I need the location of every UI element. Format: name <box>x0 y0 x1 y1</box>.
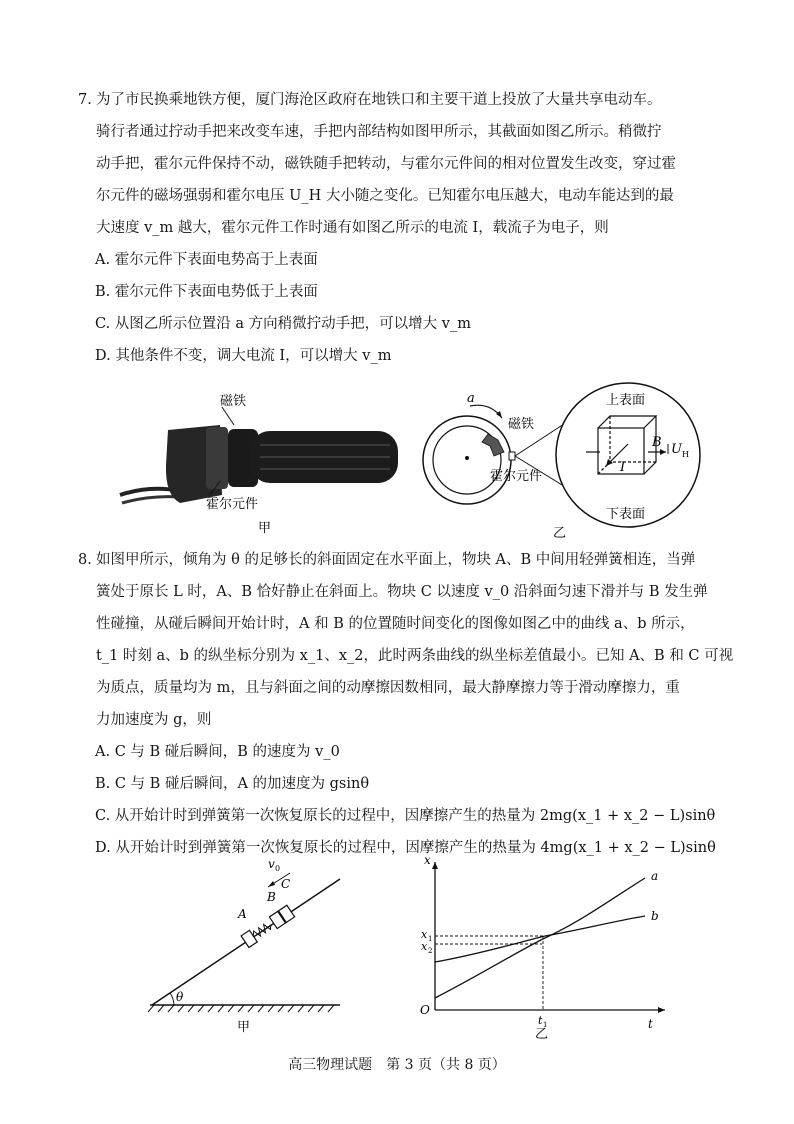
figure-8-jia-caption: 甲 <box>237 1020 251 1035</box>
question-8-number: 8. <box>78 552 92 568</box>
q8-line-2: 簧处于原长 L 时，A、B 恰好静止在斜面上。物块 C 以速度 v_0 沿斜面匀速下滑并与 B 发生弹 <box>96 584 708 600</box>
q8-option-a: A. C 与 B 碰后瞬间，B 的速度为 v_0 <box>95 744 340 760</box>
velocity-v0-subscript: 0 <box>275 864 281 873</box>
page-footer: 高三物理试题 第 3 页（共 8 页） <box>288 1057 506 1073</box>
curve-b <box>435 916 645 962</box>
q7-line-5: 大速度 v_m 越大，霍尔元件工作时通有如图乙所示的电流 I，载流子为电子，则 <box>96 220 609 236</box>
q8-option-c: C. 从开始计时到弹簧第一次恢复原长的过程中，因摩擦产生的热量为 2mg(x_1 + x_2 − L)sinθ <box>95 808 716 824</box>
x1-tick-label: x <box>421 928 428 941</box>
incline-angle-label: θ <box>176 990 184 1004</box>
q8-option-d: D. 从开始计时到弹簧第一次恢复原长的过程中，因摩擦产生的热量为 4mg(x_1 + x_2 − L)sinθ <box>95 840 716 856</box>
origin-o-label: O <box>420 1003 430 1017</box>
cross-section-figure <box>410 370 710 540</box>
magnet-label: 磁铁 <box>220 394 247 409</box>
q8-line-3: 性碰撞，从碰后瞬间开始计时，A 和 B 的位置随时间变化的图像如图乙中的曲线 a、b 所示， <box>96 616 695 632</box>
q8-line-5: 为质点，质量均为 m，且与斜面之间的动摩擦因数相同，最大静摩擦力等于滑动摩擦力，重 <box>96 680 680 696</box>
handlebar-figure <box>110 385 410 535</box>
q7-option-d: D. 其他条件不变，调大电流 I，可以增大 v_m <box>95 348 392 364</box>
x-axis-t-label: t <box>648 1017 653 1031</box>
q7-line-3: 动手把，霍尔元件保持不动，磁铁随手把转动，与霍尔元件间的相对位置发生改变，穿过霍 <box>96 156 676 172</box>
block-a <box>241 930 257 947</box>
velocity-v0-label: v <box>268 857 275 871</box>
q7-option-a: A. 霍尔元件下表面电势高于上表面 <box>95 252 318 268</box>
q7-line-2: 骑行者通过拧动手把来改变车速，手把内部结构如图甲所示，其截面如图乙所示。稍微拧 <box>96 124 662 140</box>
magnet-segment <box>482 434 504 456</box>
q8-line-6: 力加速度为 g，则 <box>96 712 212 728</box>
figure-7-jia-caption: 甲 <box>258 521 272 535</box>
block-a-label: A <box>238 907 247 921</box>
rotation-direction-a-label: a <box>467 391 475 406</box>
block-c-label: C <box>281 877 291 891</box>
curve-a <box>435 878 645 998</box>
t1-tick-subscript: 1 <box>543 1021 548 1029</box>
magnetic-field-b-label: B <box>652 435 662 450</box>
q8-line-4: t_1 时刻 a、b 的纵坐标分别为 x_1、x_2，此时两条曲线的纵坐标差值最小。已知 A、B 和 C 可视 <box>96 648 734 664</box>
hall-voltage-label: U <box>671 442 682 457</box>
y-axis-x-label: x <box>424 853 431 867</box>
figure-8-yi-caption: 乙 <box>535 1027 549 1040</box>
position-time-graph <box>410 850 680 1040</box>
question-7-number: 7. <box>78 92 92 108</box>
block-b-label: B <box>267 890 276 904</box>
x2-tick-subscript: 2 <box>428 947 433 955</box>
hall-element-label: 霍尔元件 <box>206 497 259 512</box>
q7-option-c: C. 从图乙所示位置沿 a 方向稍微拧动手把，可以增大 v_m <box>95 316 471 332</box>
q8-line-1: 如图甲所示，倾角为 θ 的足够长的斜面固定在水平面上，物块 A、B 中间用轻弹簧相连，当弹 <box>96 552 696 568</box>
hall-element-label-2: 霍尔元件 <box>490 469 543 484</box>
curve-b-label: b <box>651 909 659 923</box>
t1-tick-label: t <box>538 1014 543 1027</box>
incline-figure <box>140 855 380 1035</box>
top-surface-label: 上表面 <box>606 393 646 408</box>
magnet-label-2: 磁铁 <box>508 417 535 432</box>
q7-option-b: B. 霍尔元件下表面电势低于上表面 <box>95 284 318 300</box>
current-i-label: I <box>620 460 626 475</box>
figure-7-yi-caption: 乙 <box>553 526 567 540</box>
bottom-surface-label: 下表面 <box>606 507 646 522</box>
q7-line-4: 尔元件的磁场强弱和霍尔电压 U_H 大小随之变化。已知霍尔电压越大，电动车能达到的最 <box>96 188 674 204</box>
x1-tick-subscript: 1 <box>428 935 433 943</box>
hall-voltage-subscript: H <box>682 450 689 459</box>
q7-line-1: 为了市民换乘地铁方便，厦门海沧区政府在地铁口和主要干道上投放了大量共享电动车。 <box>96 92 662 108</box>
hall-element-mark <box>509 452 515 460</box>
x2-tick-label: x <box>421 940 428 953</box>
q8-option-b: B. C 与 B 碰后瞬间，A 的加速度为 gsinθ <box>95 776 370 792</box>
curve-a-label: a <box>651 869 659 883</box>
